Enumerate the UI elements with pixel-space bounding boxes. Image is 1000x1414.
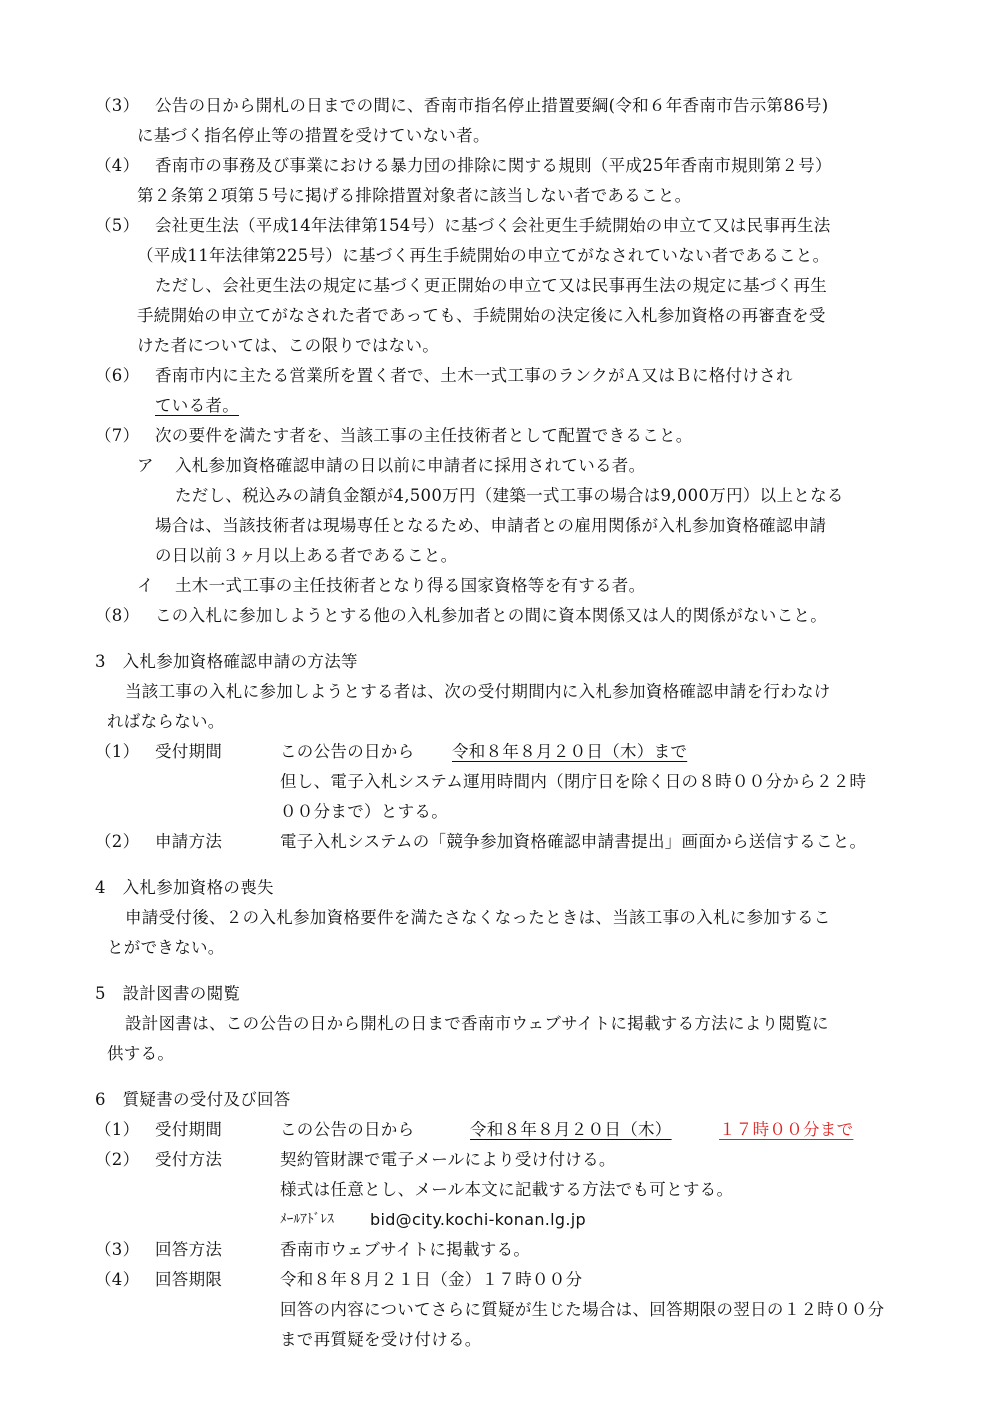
item-5-text: （平成11年法律第225号）に基づく再生手続開始の申立てがなされていない者であること。 [137, 246, 830, 265]
item-5-text: ただし、会社更生法の規定に基づく更正開始の申立て又は民事再生法の規定に基づく再生 [155, 276, 827, 295]
section-3-paragraph: ればならない。 [107, 712, 225, 731]
s6-row-2-value: 様式は任意とし、メール本文に記載する方法でも可とする。 [280, 1180, 734, 1199]
s6-row-4-value: 回答の内容についてさらに質疑が生じた場合は、回答期限の翌日の１２時００分 [280, 1300, 885, 1319]
item-8-text: この入札に参加しようとする他の入札参加者との間に資本関係又は人的関係がないこと。 [155, 606, 827, 625]
s6-row-1-time: １７時００分まで [719, 1120, 854, 1139]
s6-row-4-value: 令和８年８月２１日（金）１７時００分 [280, 1270, 583, 1289]
item-7a-text: 場合は、当該技術者は現場専任となるため、申請者との雇用関係が入札参加資格確認申請 [155, 516, 827, 535]
s6-row-1-number: （1） [95, 1120, 140, 1139]
item-7a-mark: ア [137, 456, 154, 475]
item-5-text: 手続開始の申立てがなされた者であっても、手続開始の決定後に入札参加資格の再審査を受 [137, 306, 826, 325]
s3-row-2-number: （2） [95, 832, 140, 851]
item-6-text: 香南市内に主たる営業所を置く者で、土木一式工事のランクがＡ又はＢに格付けされ [155, 366, 793, 385]
item-7a-text: 入札参加資格確認申請の日以前に申請者に採用されている者。 [175, 456, 646, 475]
section-5-heading: 5 設計図書の閲覧 [95, 984, 241, 1003]
item-5-text: けた者については、この限りではない。 [137, 336, 440, 355]
section-5-paragraph: 供する。 [107, 1044, 175, 1063]
s6-row-2-value: 契約管財課で電子メールにより受け付ける。 [280, 1150, 616, 1169]
section-3-paragraph: 当該工事の入札に参加しようとする者は、次の受付期間内に入札参加資格確認申請を行わなけ [125, 682, 831, 701]
s3-row-1-deadline: 令和８年８月２０日（木）まで [452, 742, 688, 761]
section-5-paragraph: 設計図書は、この公告の日から開札の日まで香南市ウェブサイトに掲載する方法により閲覧に [125, 1014, 829, 1033]
item-7-text: 次の要件を満たす者を、当該工事の主任技術者として配置できること。 [155, 426, 693, 445]
item-4-text: 香南市の事務及び事業における暴力団の排除に関する規則（平成25年香南市規則第２号） [155, 156, 832, 175]
item-4-text: 第２条第２項第５号に掲げる排除措置対象者に該当しない者であること。 [137, 186, 692, 205]
item-7b-mark: イ [137, 576, 154, 595]
s3-row-2-label: 申請方法 [155, 832, 223, 851]
item-4-number: （4） [95, 156, 140, 175]
item-3-text: 公告の日から開札の日までの間に、香南市指名停止措置要綱(令和６年香南市告示第86号) [155, 96, 829, 115]
s6-row-2-number: （2） [95, 1150, 140, 1169]
item-3-text: に基づく指名停止等の措置を受けていない者。 [137, 126, 490, 145]
s3-row-1-value: ００分まで）とする。 [280, 802, 448, 821]
item-3-number: （3） [95, 96, 140, 115]
item-5-number: （5） [95, 216, 140, 235]
s6-row-4-label: 回答期限 [155, 1270, 223, 1289]
section-6-heading: 6 質疑書の受付及び回答 [95, 1090, 291, 1109]
s6-mail-address: bid@city.kochi-konan.lg.jp [370, 1210, 586, 1229]
s3-row-1-number: （1） [95, 742, 140, 761]
s6-row-3-value: 香南市ウェブサイトに掲載する。 [280, 1240, 531, 1259]
item-6-text-underlined: ている者。 [155, 396, 239, 415]
section-4-paragraph: とができない。 [107, 938, 225, 957]
item-7-number: （7） [95, 426, 140, 445]
s6-row-3-label: 回答方法 [155, 1240, 223, 1259]
section-4-heading: 4 入札参加資格の喪失 [95, 878, 274, 897]
item-7a-text: ただし、税込みの請負金額が4,500万円（建築一式工事の場合は9,000万円）以上となる [175, 486, 844, 505]
s6-row-4-value: まで再質疑を受け付ける。 [280, 1330, 482, 1349]
s6-row-4-number: （4） [95, 1270, 140, 1289]
section-3-heading: 3 入札参加資格確認申請の方法等 [95, 652, 358, 671]
item-7b-text: 土木一式工事の主任技術者となり得る国家資格等を有する者。 [175, 576, 646, 595]
item-6-number: （6） [95, 366, 140, 385]
s6-row-2-label: 受付方法 [155, 1150, 223, 1169]
item-8-number: （8） [95, 606, 140, 625]
s6-row-1-date: 令和８年８月２０日（木） [470, 1120, 672, 1139]
s6-row-1-value: この公告の日から [280, 1120, 415, 1139]
item-7a-text: の日以前３ヶ月以上ある者であること。 [155, 546, 458, 565]
s6-row-1-label: 受付期間 [155, 1120, 223, 1139]
s3-row-1-value: 但し、電子入札システム運用時間内（閉庁日を除く日の８時００分から２２時 [280, 772, 867, 791]
section-4-paragraph: 申請受付後、２の入札参加資格要件を満たさなくなったときは、当該工事の入札に参加するこ [125, 908, 831, 927]
s3-row-1-value: この公告の日から [280, 742, 415, 761]
s6-mail-label: ﾒｰﾙｱﾄﾞﾚｽ [280, 1212, 335, 1227]
s6-row-3-number: （3） [95, 1240, 140, 1259]
s3-row-2-value: 電子入札システムの「競争参加資格確認申請書提出」画面から送信すること。 [280, 832, 867, 851]
s3-row-1-label: 受付期間 [155, 742, 223, 761]
item-5-text: 会社更生法（平成14年法律第154号）に基づく会社更生手続開始の申立て又は民事再生法 [155, 216, 831, 235]
